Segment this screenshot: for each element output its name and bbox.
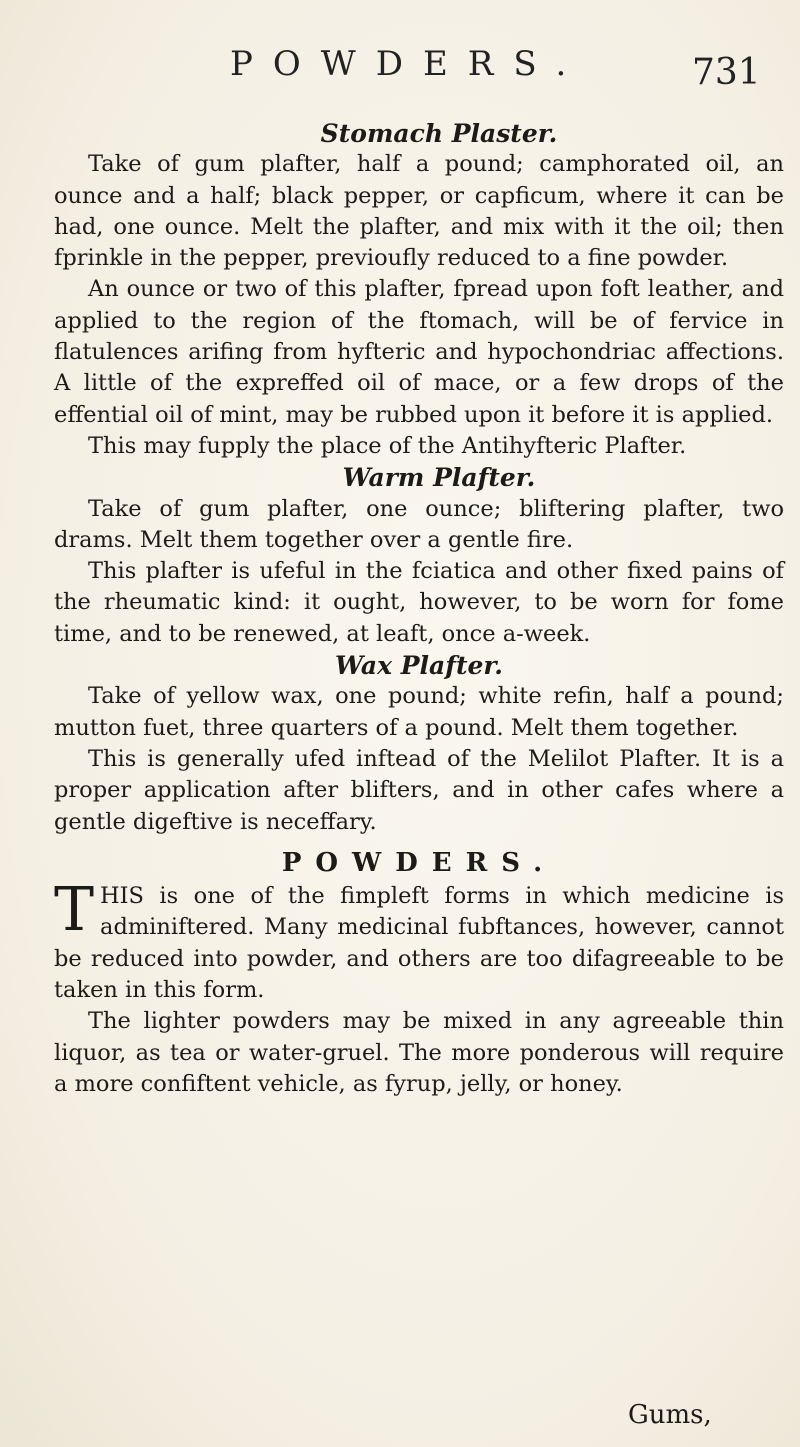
section-title-stomach-plaster: Stomach Plaster.	[320, 119, 558, 148]
chapter-opening-paragraph	[54, 875, 784, 1006]
paragraph: Take of gum plafter, half a pound; camphorated oil, an ounce and a half; black pepper, or capficum, where it can be had, one ounce. Melt the plafter, and mix with it the oil; then fprinkle in the pepper, previoufly reduced to a fine powder.	[54, 151, 784, 272]
paragraph: Take of yellow wax, one pound; white refin, half a pound; mutton fuet, three quarters of a pound. Melt them together.	[54, 683, 784, 741]
paragraph: Take of gum plafter, one ounce; bliftering plafter, two drams. Melt them together over a gentle fire.	[54, 495, 784, 553]
chapter-title: POWDERS.	[281, 847, 557, 878]
paragraph: This is generally ufed inftead of the Melilot Plafter. It is a proper application after blifters, and in other cafes where a gentle digeftive is neceffary.	[54, 745, 784, 835]
running-title: POWDERS.	[230, 44, 587, 84]
catchword: Gums,	[628, 1400, 712, 1430]
page-number: 731	[692, 52, 761, 93]
section-title-wax-plaster: Wax Plafter.	[335, 651, 503, 681]
paragraph-text: HIS is one of the fimpleft forms in which medicine is adminiftered. Many medicinal fubftances, however, cannot be reduced into powder, and others are too difagreeable to be taken in this form.	[54, 883, 784, 1004]
drop-cap: T	[54, 875, 95, 946]
paragraph: This plafter is ufeful in the fciatica and other fixed pains of the rheumatic kind: it ought, however, to be worn for fome time, and to be renewed, at leaft, once a-week.	[54, 558, 784, 647]
paragraph: This may fupply the place of the Antihyfteric Plafter.	[88, 432, 687, 459]
paragraph: The lighter powders may be mixed in any agreeable thin liquor, as tea or water-gruel. The more ponderous will require a more confiftent vehicle, as fyrup, jelly, or honey.	[54, 1008, 784, 1097]
section-title-warm-plaster: Warm Plafter.	[342, 463, 536, 493]
paragraph: An ounce or two of this plafter, fpread upon foft leather, and applied to the region of the ftomach, will be of fervice in flatulences arifing from hyfteric and hypochondriac affections. A little of the expreffed oil of mace, or a few drops of the effential oil of mint, may be rubbed upon it before it is applied.	[54, 276, 784, 428]
body-text	[54, 118, 784, 1100]
